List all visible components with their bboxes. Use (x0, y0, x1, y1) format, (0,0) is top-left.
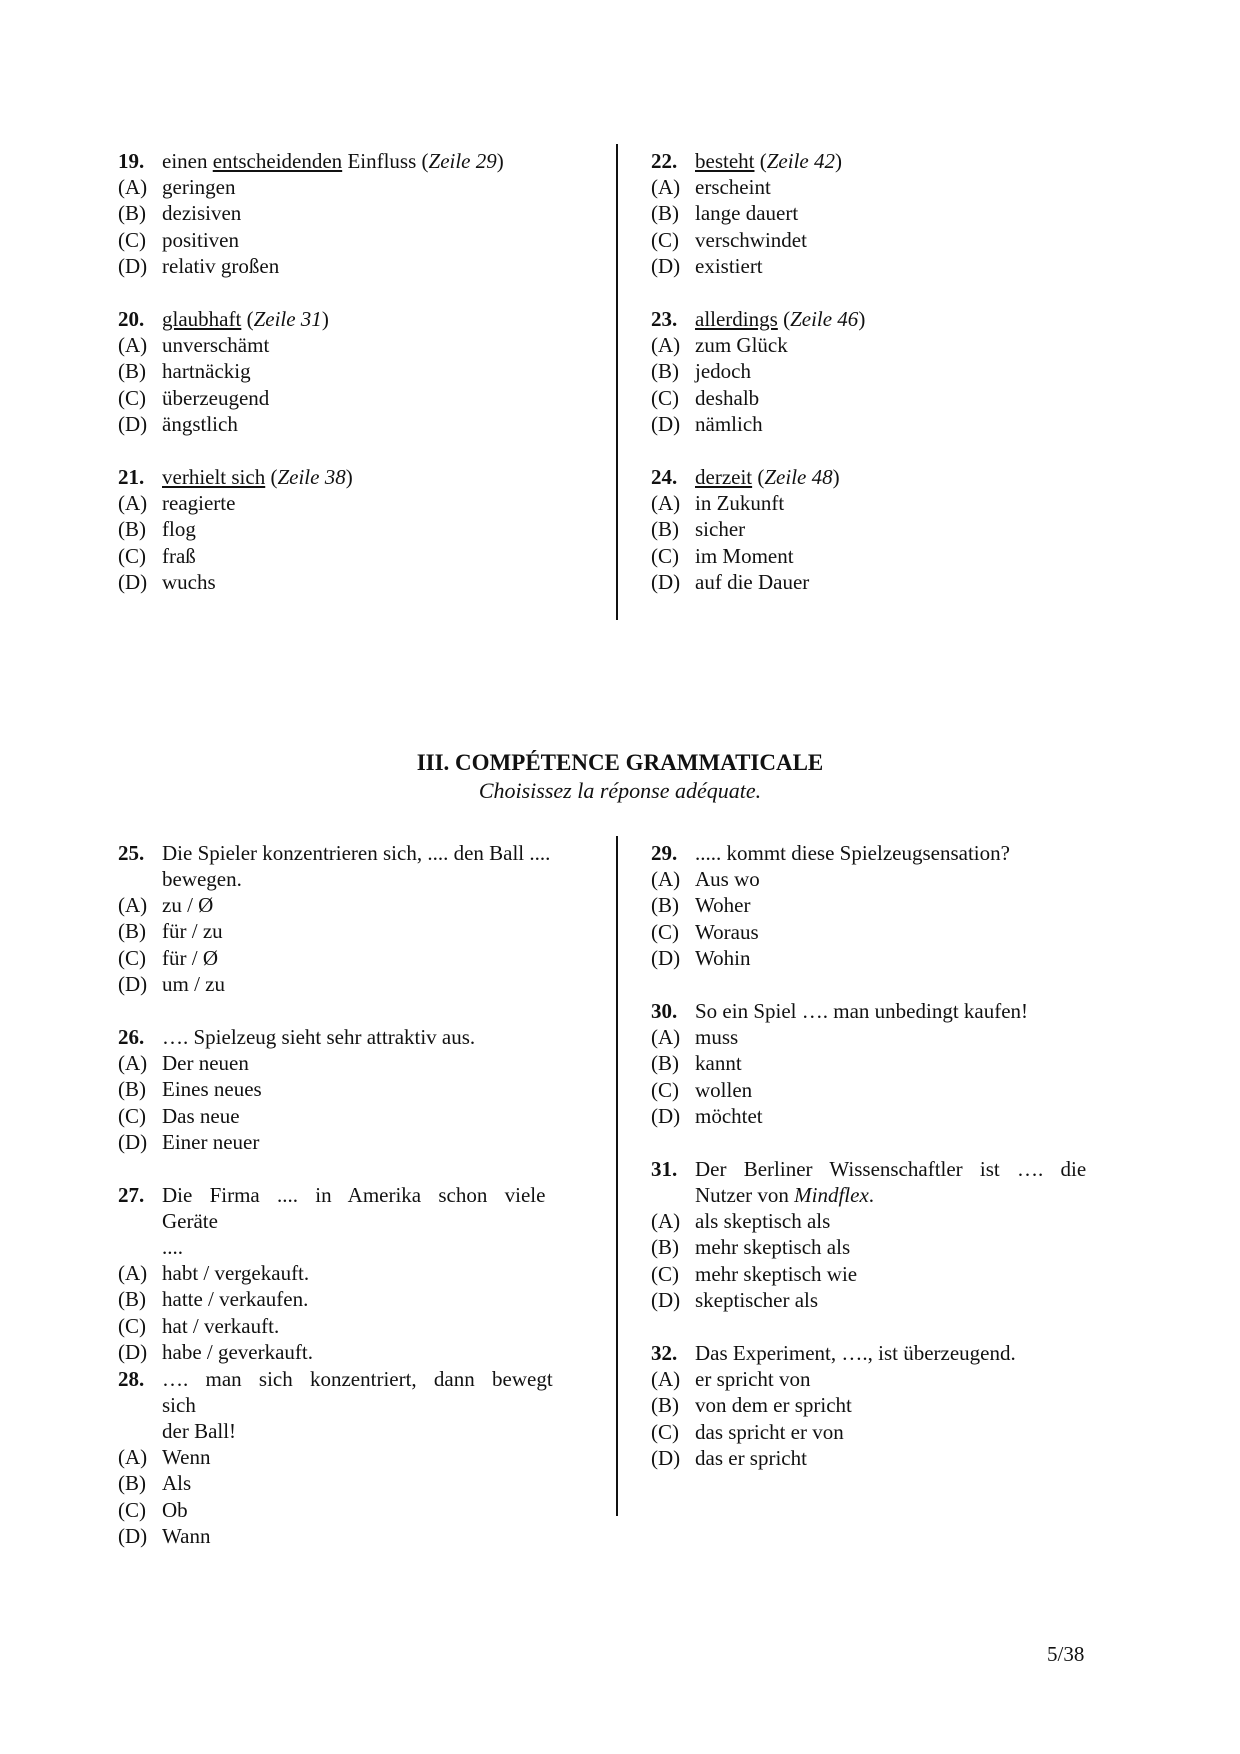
question-number: 25. (118, 841, 145, 865)
question-number: 27. (118, 1183, 145, 1207)
question-20 (118, 306, 598, 437)
option-a[interactable]: (A) erscheint (651, 175, 771, 199)
question-number: 28. (118, 1367, 145, 1391)
option-b[interactable]: (B) jedoch (651, 359, 751, 384)
question-stem: Die Firma .... in Amerika schon viele Geräte .... (162, 1183, 546, 1259)
option-a[interactable]: (A) geringen (118, 175, 236, 199)
option-c[interactable]: (C) Woraus (651, 919, 759, 944)
option-d[interactable]: (D) Wohin (651, 945, 751, 970)
question-stem: derzeit (Zeile 48) (695, 465, 840, 489)
question-22 (651, 148, 1121, 279)
option-c[interactable]: (C) Das neue (118, 1103, 240, 1128)
question-29 (651, 840, 1121, 971)
option-d[interactable]: (D) um / zu (118, 971, 225, 996)
question-stem: einen entscheidenden Einfluss (Zeile 29) (162, 149, 504, 173)
option-c[interactable]: (C) für / Ø (118, 945, 218, 970)
option-d[interactable]: (D) relativ großen (118, 253, 280, 278)
option-a[interactable]: (A) zu / Ø (118, 893, 214, 917)
question-23 (651, 306, 1121, 437)
question-stem: besteht (Zeile 42) (695, 149, 842, 173)
option-c[interactable]: (C) im Moment (651, 543, 794, 568)
option-a[interactable]: (A) muss (651, 1025, 739, 1049)
option-c[interactable]: (C) fraß (118, 543, 196, 568)
option-d[interactable]: (D) Einer neuer (118, 1129, 260, 1154)
question-stem: ..... kommt diese Spielzeugsensation? (695, 841, 1010, 865)
option-c[interactable]: (C) positiven (118, 227, 239, 252)
option-c[interactable]: (C) Ob (118, 1497, 188, 1522)
question-stem: glaubhaft (Zeile 31) (162, 307, 329, 331)
option-d[interactable]: (D) skeptischer als (651, 1287, 819, 1312)
option-b[interactable]: (B) hartnäckig (118, 359, 251, 384)
question-number: 29. (651, 841, 678, 865)
question-number: 20. (118, 307, 145, 331)
question-number: 19. (118, 149, 145, 173)
option-d[interactable]: (D) Wann (118, 1523, 211, 1548)
option-d[interactable]: (D) existiert (651, 253, 763, 278)
question-number: 32. (651, 1341, 678, 1365)
option-a[interactable]: (A) als skeptisch als (651, 1209, 831, 1233)
section-instruction: Choisissez la réponse adéquate. (478, 778, 762, 803)
question-stem: …. man sich konzentriert, dann bewegt sich der Ball! (162, 1367, 553, 1443)
question-21 (118, 464, 598, 595)
option-b[interactable]: (B) Als (118, 1471, 192, 1496)
option-b[interactable]: (B) für / zu (118, 919, 223, 944)
question-stem: Der Berliner Wissenschaftler ist …. die Nutzer von Mindflex. (695, 1157, 1087, 1207)
question-32 (651, 1340, 1121, 1471)
question-number: 31. (651, 1157, 678, 1181)
question-stem: …. Spielzeug sieht sehr attraktiv aus. (162, 1025, 476, 1049)
question-27 (118, 1182, 598, 1365)
option-b[interactable]: (B) dezisiven (118, 201, 242, 226)
option-c[interactable]: (C) wollen (651, 1077, 753, 1102)
option-a[interactable]: (A) zum Glück (651, 333, 788, 357)
question-number: 23. (651, 307, 678, 331)
question-number: 21. (118, 465, 145, 489)
option-c[interactable]: (C) überzeugend (118, 385, 270, 410)
option-b[interactable]: (B) kannt (651, 1051, 742, 1076)
option-b[interactable]: (B) Eines neues (118, 1077, 262, 1102)
column-divider (616, 144, 618, 620)
question-31 (651, 1156, 1121, 1313)
option-b[interactable]: (B) lange dauert (651, 201, 799, 226)
option-b[interactable]: (B) von dem er spricht (651, 1393, 852, 1418)
question-stem: Die Spieler konzentrieren sich, .... den Ball .... bewegen. (162, 841, 551, 891)
question-30 (651, 998, 1121, 1129)
question-24 (651, 464, 1121, 595)
option-a[interactable]: (A) in Zukunft (651, 491, 785, 515)
question-26 (118, 1024, 598, 1155)
option-c[interactable]: (C) das spricht er von (651, 1419, 844, 1444)
question-28 (118, 1366, 598, 1549)
option-a[interactable]: (A) er spricht von (651, 1367, 811, 1391)
option-d[interactable]: (D) auf die Dauer (651, 569, 810, 594)
option-d[interactable]: (D) nämlich (651, 411, 763, 436)
question-stem: So ein Spiel …. man unbedingt kaufen! (695, 999, 1029, 1023)
question-number: 24. (651, 465, 678, 489)
question-number: 22. (651, 149, 678, 173)
option-b[interactable]: (B) hatte / verkaufen. (118, 1287, 309, 1312)
option-a[interactable]: (A) Wenn (118, 1445, 211, 1469)
section-title: III. COMPÉTENCE GRAMMATICALE (416, 750, 824, 775)
option-c[interactable]: (C) mehr skeptisch wie (651, 1261, 858, 1286)
question-19 (118, 148, 598, 279)
option-a[interactable]: (A) unverschämt (118, 333, 270, 357)
option-a[interactable]: (A) reagierte (118, 491, 236, 515)
option-b[interactable]: (B) sicher (651, 517, 746, 542)
question-number: 26. (118, 1025, 145, 1049)
page-number: 5/38 (1047, 1642, 1085, 1666)
option-d[interactable]: (D) habe / geverkauft. (118, 1339, 314, 1364)
option-d[interactable]: (D) das er spricht (651, 1445, 807, 1470)
option-d[interactable]: (D) ängstlich (118, 411, 238, 436)
question-stem: verhielt sich (Zeile 38) (162, 465, 353, 489)
option-d[interactable]: (D) möchtet (651, 1103, 763, 1128)
option-d[interactable]: (D) wuchs (118, 569, 216, 594)
option-b[interactable]: (B) Woher (651, 893, 751, 918)
option-c[interactable]: (C) verschwindet (651, 227, 807, 252)
option-b[interactable]: (B) mehr skeptisch als (651, 1235, 851, 1260)
option-a[interactable]: (A) Aus wo (651, 867, 760, 891)
column-divider (616, 836, 618, 1516)
option-a[interactable]: (A) Der neuen (118, 1051, 249, 1075)
question-25 (118, 840, 598, 997)
question-number: 30. (651, 999, 678, 1023)
option-b[interactable]: (B) flog (118, 517, 196, 542)
option-c[interactable]: (C) deshalb (651, 385, 760, 410)
option-c[interactable]: (C) hat / verkauft. (118, 1313, 280, 1338)
question-stem: Das Experiment, …., ist überzeugend. (695, 1341, 1016, 1365)
question-stem: allerdings (Zeile 46) (695, 307, 866, 331)
option-a[interactable]: (A) habt / vergekauft. (118, 1261, 310, 1285)
